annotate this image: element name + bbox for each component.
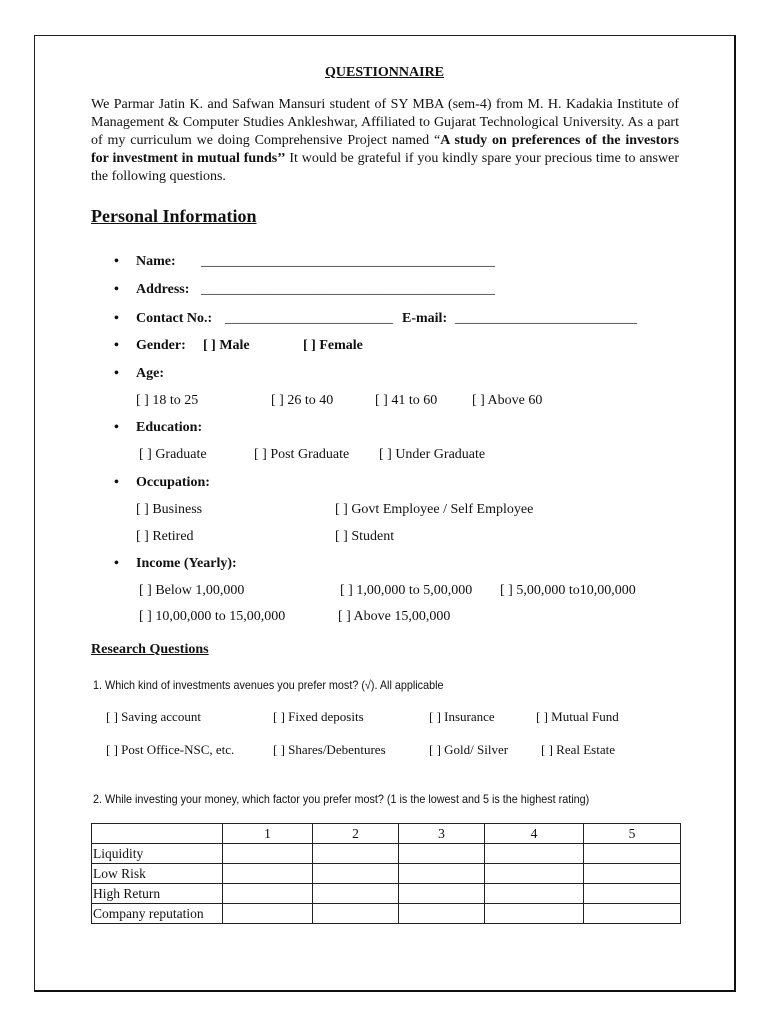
rating-cell[interactable]: [485, 904, 584, 924]
rating-header-5: 5: [584, 824, 681, 844]
questionnaire-page: [34, 35, 736, 992]
q1-option-saving-account[interactable]: [ ] Saving account: [106, 709, 201, 724]
rating-table-header-row: [92, 824, 681, 844]
rating-cell[interactable]: [485, 884, 584, 904]
income-label: • Income (Yearly):: [136, 556, 237, 572]
email-field[interactable]: __________________________: [455, 311, 637, 326]
rating-row-label-company-reputation: Company reputation: [92, 904, 223, 924]
address-label: • Address:: [136, 282, 189, 298]
rating-cell[interactable]: [223, 864, 313, 884]
age-option-41-60[interactable]: [ ] 41 to 60: [375, 393, 438, 408]
q1-option-mutual-fund[interactable]: [ ] Mutual Fund: [536, 709, 619, 724]
occupation-option-retired[interactable]: [ ] Retired: [136, 529, 194, 544]
rating-row-label-high-return: High Return: [92, 884, 223, 904]
education-option-under-graduate[interactable]: [ ] Under Graduate: [379, 447, 486, 462]
intro-text-1: We Parmar Jatin K. and Safwan Mansuri student of SY MBA (sem-4) from M. H. Kadakia Institute of Management & Computer Studies Ankleshwar, Affiliated to Gujarat Technological University. As a part of my curriculum we doing Comprehensive Project named “: [91, 97, 679, 148]
occupation-option-student[interactable]: [ ] Student: [335, 529, 395, 544]
rating-cell[interactable]: [584, 864, 681, 884]
table-row: [92, 864, 681, 884]
email-label: E-mail:: [402, 311, 448, 326]
age-option-18-25[interactable]: [ ] 18 to 25: [136, 393, 199, 408]
table-row: [92, 904, 681, 924]
rating-cell[interactable]: [313, 884, 399, 904]
q1-option-shares-debentures[interactable]: [ ] Shares/Debentures: [273, 742, 386, 757]
intro-paragraph: [91, 96, 679, 186]
rating-cell[interactable]: [399, 884, 485, 904]
rating-cell[interactable]: [399, 904, 485, 924]
q1-option-real-estate[interactable]: [ ] Real Estate: [541, 742, 615, 757]
rating-cell[interactable]: [223, 904, 313, 924]
contact-label: • Contact No.:: [136, 311, 212, 327]
rating-header-4: 4: [485, 824, 584, 844]
table-row: [92, 884, 681, 904]
rating-header-blank: [92, 824, 223, 844]
income-option-10l-15l[interactable]: [ ] 10,00,000 to 15,00,000: [139, 609, 286, 624]
income-option-below-1l[interactable]: [ ] Below 1,00,000: [139, 583, 245, 598]
rating-cell[interactable]: [313, 844, 399, 864]
name-field[interactable]: __________________________________________: [201, 254, 495, 269]
rating-header-1: 1: [223, 824, 313, 844]
name-label: • Name:: [136, 254, 176, 270]
rating-table: [91, 823, 681, 924]
occupation-option-business[interactable]: [ ] Business: [136, 502, 203, 517]
rating-cell[interactable]: [485, 844, 584, 864]
page-title: QUESTIONNAIRE: [324, 65, 445, 80]
rating-cell[interactable]: [313, 904, 399, 924]
income-option-1l-5l[interactable]: [ ] 1,00,000 to 5,00,000: [340, 583, 473, 598]
rating-cell[interactable]: [223, 844, 313, 864]
question-2-text: 2. While investing your money, which factor you prefer most? (1 is the lowest and 5 is the highest rating): [93, 792, 590, 806]
age-option-above-60[interactable]: [ ] Above 60: [472, 393, 543, 408]
education-label: • Education:: [136, 420, 202, 436]
occupation-option-govt-self-employee[interactable]: [ ] Govt Employee / Self Employee: [335, 502, 534, 517]
rating-cell[interactable]: [584, 844, 681, 864]
rating-cell[interactable]: [584, 904, 681, 924]
q1-option-post-office-nsc[interactable]: [ ] Post Office-NSC, etc.: [106, 742, 235, 757]
rating-cell[interactable]: [584, 884, 681, 904]
income-option-above-15l[interactable]: [ ] Above 15,00,000: [338, 609, 451, 624]
q1-option-gold-silver[interactable]: [ ] Gold/ Silver: [429, 742, 509, 757]
education-option-post-graduate[interactable]: [ ] Post Graduate: [254, 447, 350, 462]
rating-row-label-liquidity: Liquidity: [92, 844, 223, 864]
question-1-text: 1. Which kind of investments avenues you prefer most? (√). All applicable: [93, 678, 444, 692]
rating-header-3: 3: [399, 824, 485, 844]
rating-header-2: 2: [313, 824, 399, 844]
rating-cell[interactable]: [399, 844, 485, 864]
intro-text-2: It would be grateful if you kindly spare your precious time to answer the following questions.: [91, 151, 679, 184]
q1-option-fixed-deposits[interactable]: [ ] Fixed deposits: [273, 709, 364, 724]
rating-cell[interactable]: [313, 864, 399, 884]
research-questions-heading: Research Questions: [91, 642, 209, 657]
income-option-5l-10l[interactable]: [ ] 5,00,000 to10,00,000: [500, 583, 636, 598]
address-field[interactable]: __________________________________________: [201, 282, 495, 297]
occupation-label: • Occupation:: [136, 475, 210, 491]
gender-female-checkbox[interactable]: [ ] Female: [303, 338, 363, 353]
gender-male-checkbox[interactable]: [ ] Male: [203, 338, 250, 353]
intro-project-title: A study on preferences of the investors for investment in mutual funds’’: [91, 133, 679, 166]
age-label: • Age:: [136, 366, 164, 382]
gender-label: • Gender:: [136, 338, 186, 354]
table-row: [92, 844, 681, 864]
personal-information-heading: Personal Information: [91, 206, 257, 226]
rating-cell[interactable]: [485, 864, 584, 884]
rating-cell[interactable]: [223, 884, 313, 904]
age-option-26-40[interactable]: [ ] 26 to 40: [271, 393, 334, 408]
q1-option-insurance[interactable]: [ ] Insurance: [429, 709, 495, 724]
rating-cell[interactable]: [399, 864, 485, 884]
education-option-graduate[interactable]: [ ] Graduate: [139, 447, 207, 462]
contact-field[interactable]: ________________________: [225, 311, 393, 326]
rating-row-label-low-risk: Low Risk: [92, 864, 223, 884]
